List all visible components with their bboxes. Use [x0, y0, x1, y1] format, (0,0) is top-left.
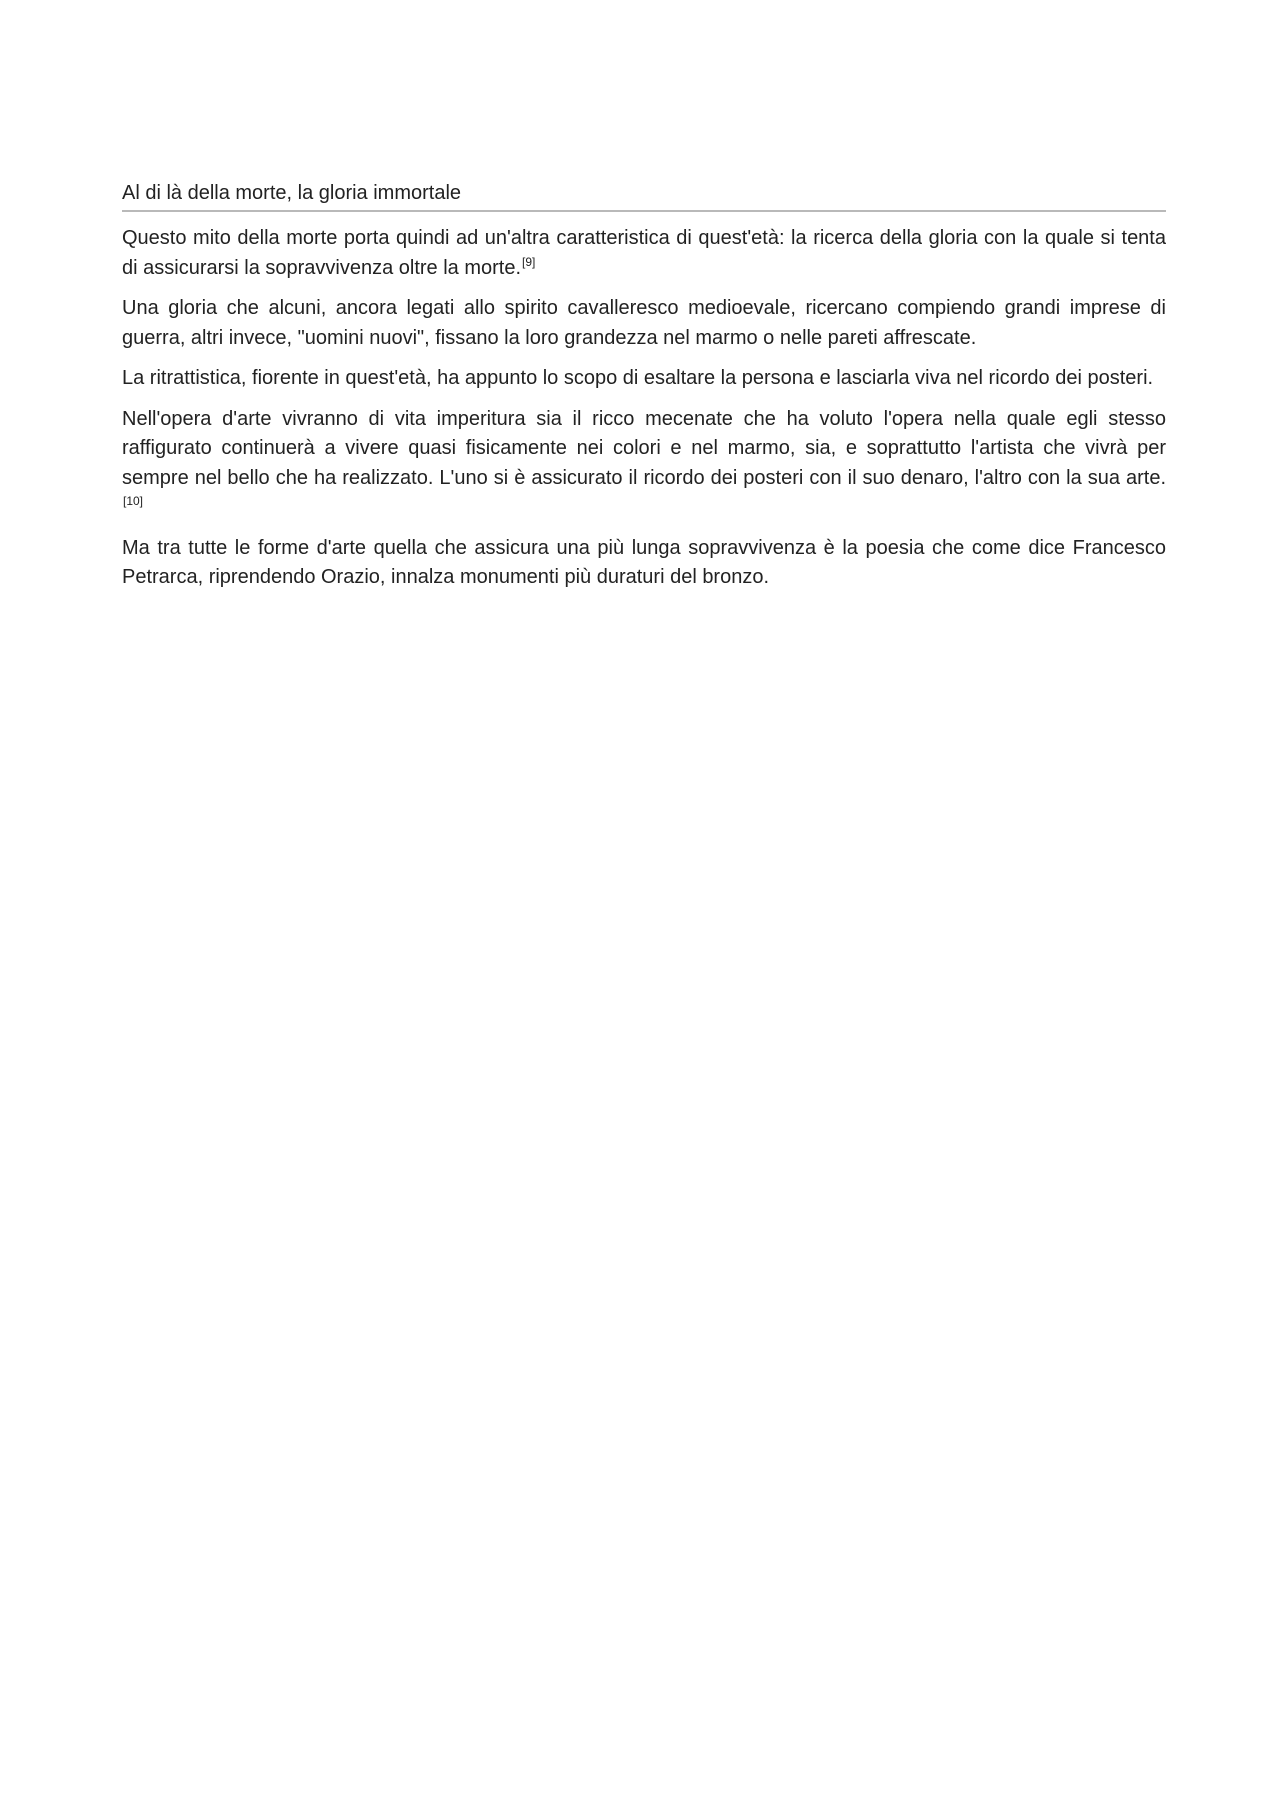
paragraph-3 [122, 364, 1166, 394]
paragraph-2 [122, 294, 1166, 353]
paragraph-text: Ma tra tutte le forme d'arte quella che assicura una più lunga sopravvivenza è la poesia che come dice Francesco Petrarca, riprendendo Orazio, innalza monumenti più duraturi del bronzo. [122, 536, 1166, 588]
paragraph-1 [122, 224, 1166, 283]
section-heading: Al di là della morte, la gloria immortale [122, 178, 1166, 212]
footnote-reference[interactable]: [10] [123, 494, 144, 509]
paragraph-text: Nell'opera d'arte vivranno di vita imperitura sia il ricco mecenate che ha voluto l'opera nella quale egli stesso raffigurato continuerà a vivere quasi fisicamente nei colori e nel marmo, sia, e soprattutto l'artista che vivrà per sempre nel bello che ha realizzato. L'uno si è assicurato il ricordo dei posteri con il suo denaro, l'altro con la sua arte. [122, 407, 1166, 489]
paragraph-text: Questo mito della morte porta quindi ad un'altra caratteristica di quest'età: la ricerca della gloria con la quale si tenta di assicurarsi la sopravvivenza oltre la morte. [122, 227, 1166, 279]
footnote-reference[interactable]: [9] [522, 254, 536, 269]
paragraph-5 [122, 534, 1166, 593]
paragraph-text: La ritrattistica, fiorente in quest'età, ha appunto lo scopo di esaltare la persona e lasciarla viva nel ricordo dei posteri. [122, 367, 1154, 389]
document-content [122, 178, 1166, 604]
paragraph-4 [122, 405, 1166, 523]
paragraph-text: Una gloria che alcuni, ancora legati allo spirito cavalleresco medioevale, ricercano compiendo grandi imprese di guerra, altri invece, "uomini nuovi", fissano la loro grandezza nel marmo o nelle pareti affrescate. [122, 297, 1166, 349]
